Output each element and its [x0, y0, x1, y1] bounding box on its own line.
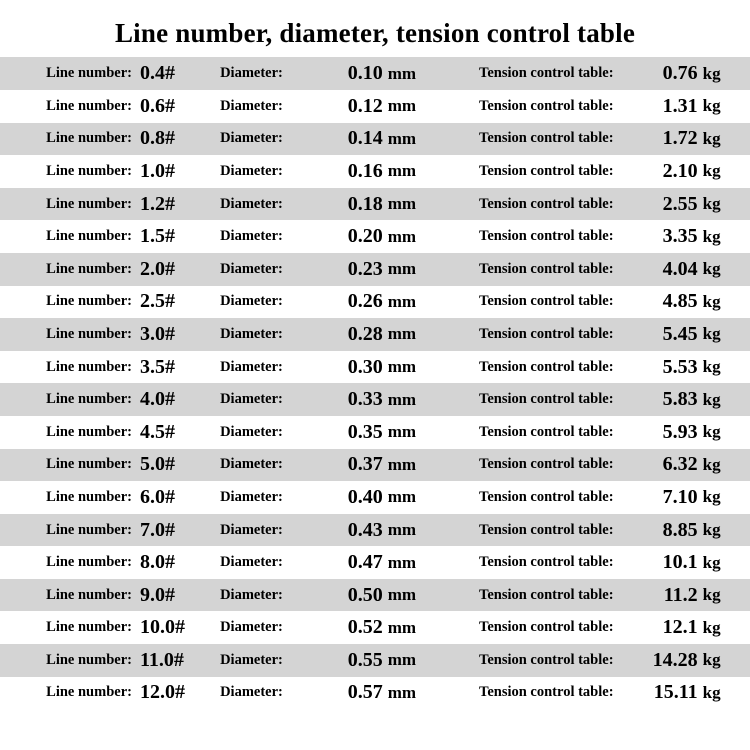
line-number-label: Line number: [46, 97, 132, 114]
table-row [0, 351, 750, 384]
tension-label: Tension control table: [478, 228, 614, 245]
table-row [0, 579, 750, 612]
line-number-label: Line number: [46, 586, 132, 603]
tension-unit: kg [702, 585, 721, 605]
tension-label: Tension control table: [478, 651, 614, 668]
line-number-label: Line number: [46, 228, 132, 245]
tension-value: 1.72 [662, 127, 698, 150]
diameter-label: Diameter: [220, 456, 283, 473]
tension-value: 1.31 [662, 94, 698, 117]
diameter-unit: mm [387, 617, 417, 637]
diameter-value: 0.57 [347, 681, 383, 704]
line-number-value: 1.0# [139, 159, 175, 182]
line-number-label: Line number: [46, 619, 132, 636]
diameter-value: 0.43 [347, 518, 383, 541]
diameter-unit: mm [387, 128, 417, 148]
line-number-value: 8.0# [139, 551, 175, 574]
table-row [0, 546, 750, 579]
diameter-label: Diameter: [220, 130, 283, 147]
tension-label: Tension control table: [478, 423, 614, 440]
line-number-value: 4.0# [139, 388, 175, 411]
line-number-label: Line number: [46, 130, 132, 147]
tension-label: Tension control table: [478, 586, 614, 603]
diameter-label: Diameter: [220, 260, 283, 277]
line-number-label: Line number: [46, 65, 132, 82]
diameter-label: Diameter: [220, 293, 283, 310]
tension-label: Tension control table: [478, 554, 614, 571]
diameter-label: Diameter: [220, 358, 283, 375]
line-number-label: Line number: [46, 651, 132, 668]
diameter-label: Diameter: [220, 97, 283, 114]
table-row [0, 677, 750, 710]
tension-unit: kg [702, 259, 721, 279]
diameter-value: 0.10 [347, 62, 383, 85]
tension-unit: kg [702, 520, 721, 539]
diameter-label: Diameter: [220, 619, 283, 636]
diameter-value: 0.20 [347, 225, 383, 248]
table-row [0, 286, 750, 319]
tension-label: Tension control table: [478, 162, 614, 179]
tension-label: Tension control table: [478, 521, 614, 538]
diameter-unit: mm [387, 552, 417, 572]
diameter-label: Diameter: [220, 521, 283, 538]
line-number-label: Line number: [46, 684, 132, 701]
line-number-label: Line number: [46, 423, 132, 440]
tension-value: 5.45 [662, 322, 698, 345]
tension-value: 6.32 [662, 453, 698, 476]
tension-unit: kg [702, 454, 721, 474]
diameter-unit: mm [387, 324, 417, 344]
line-number-value: 10.0# [139, 616, 185, 639]
line-number-value: 6.0# [139, 485, 175, 508]
diameter-unit: mm [387, 161, 417, 181]
tension-unit: kg [702, 552, 721, 572]
line-number-value: 2.0# [139, 257, 175, 280]
table-row [0, 416, 750, 449]
line-number-value: 11.0# [139, 648, 184, 671]
diameter-label: Diameter: [220, 228, 283, 245]
line-number-label: Line number: [46, 456, 132, 473]
diameter-label: Diameter: [220, 488, 283, 505]
tension-unit: kg [702, 389, 721, 409]
tension-value: 12.1 [662, 616, 698, 639]
tension-label: Tension control table: [478, 391, 614, 408]
line-number-label: Line number: [46, 325, 132, 342]
tension-label: Tension control table: [478, 456, 614, 473]
diameter-value: 0.52 [347, 616, 383, 639]
tension-value: 15.11 [653, 681, 698, 704]
diameter-label: Diameter: [220, 195, 283, 212]
tension-label: Tension control table: [478, 619, 614, 636]
line-number-label: Line number: [46, 391, 132, 408]
line-number-label: Line number: [46, 162, 132, 179]
line-number-value: 3.0# [139, 322, 175, 345]
tension-value: 8.85 [662, 518, 698, 541]
tension-unit: kg [702, 324, 721, 344]
line-number-label: Line number: [46, 260, 132, 277]
diameter-value: 0.16 [347, 159, 383, 182]
diameter-unit: mm [387, 650, 417, 670]
diameter-unit: mm [387, 63, 417, 83]
diameter-value: 0.18 [347, 192, 383, 215]
diameter-label: Diameter: [220, 423, 283, 440]
tension-unit: kg [702, 291, 721, 311]
tension-value: 14.28 [652, 648, 698, 671]
tension-unit: kg [702, 650, 721, 670]
table-row [0, 481, 750, 514]
diameter-value: 0.14 [347, 127, 383, 150]
diameter-value: 0.12 [347, 94, 383, 117]
diameter-label: Diameter: [220, 65, 283, 82]
tension-value: 2.10 [662, 159, 698, 182]
tension-label: Tension control table: [478, 65, 614, 82]
diameter-unit: mm [387, 454, 417, 474]
tension-value: 0.76 [662, 62, 698, 85]
diameter-value: 0.33 [347, 388, 383, 411]
line-number-value: 2.5# [139, 290, 175, 313]
table-row [0, 383, 750, 416]
diameter-label: Diameter: [220, 162, 283, 179]
diameter-value: 0.28 [347, 322, 383, 345]
diameter-unit: mm [387, 226, 417, 246]
diameter-value: 0.47 [347, 551, 383, 574]
line-number-value: 9.0# [139, 583, 175, 606]
table-row [0, 155, 750, 188]
line-number-value: 7.0# [139, 518, 175, 541]
tension-unit: kg [702, 422, 721, 442]
diameter-unit: mm [387, 389, 417, 409]
line-number-label: Line number: [46, 521, 132, 538]
table-row [0, 123, 750, 156]
line-number-label: Line number: [46, 554, 132, 571]
diameter-value: 0.50 [347, 583, 383, 606]
diameter-value: 0.35 [347, 420, 383, 443]
tension-value: 3.35 [662, 225, 698, 248]
diameter-label: Diameter: [220, 684, 283, 701]
tension-value: 5.53 [662, 355, 698, 378]
table-row [0, 514, 750, 547]
diameter-label: Diameter: [220, 325, 283, 342]
tension-label: Tension control table: [478, 260, 614, 277]
diameter-value: 0.23 [347, 257, 383, 280]
line-number-value: 3.5# [139, 355, 175, 378]
diameter-unit: mm [387, 422, 417, 442]
line-number-value: 1.5# [139, 225, 175, 248]
tension-unit: kg [702, 161, 721, 181]
diameter-label: Diameter: [220, 554, 283, 571]
tension-value: 7.10 [662, 485, 698, 508]
diameter-label: Diameter: [220, 391, 283, 408]
tension-label: Tension control table: [478, 684, 614, 701]
diameter-unit: mm [387, 96, 417, 116]
tension-unit: kg [702, 226, 721, 246]
table-row [0, 57, 750, 90]
line-number-label: Line number: [46, 488, 132, 505]
tension-value: 11.2 [663, 583, 698, 606]
line-number-label: Line number: [46, 195, 132, 212]
tension-value: 4.85 [662, 290, 698, 313]
diameter-unit: mm [387, 682, 417, 702]
table-row [0, 90, 750, 123]
tension-value: 4.04 [662, 257, 698, 280]
tension-label: Tension control table: [478, 488, 614, 505]
tension-unit: kg [702, 96, 721, 116]
diameter-label: Diameter: [220, 651, 283, 668]
tension-value: 5.93 [662, 420, 698, 443]
tension-label: Tension control table: [478, 195, 614, 212]
line-number-value: 12.0# [139, 681, 185, 704]
line-spec-table [0, 57, 750, 709]
tension-label: Tension control table: [478, 358, 614, 375]
line-number-value: 1.2# [139, 192, 175, 215]
tension-unit: kg [702, 357, 721, 377]
tension-label: Tension control table: [478, 130, 614, 147]
table-row [0, 449, 750, 482]
tension-value: 10.1 [662, 551, 698, 574]
line-number-value: 0.4# [139, 62, 175, 85]
tension-label: Tension control table: [478, 293, 614, 310]
line-number-label: Line number: [46, 293, 132, 310]
diameter-unit: mm [387, 194, 417, 214]
tension-value: 2.55 [662, 192, 698, 215]
table-row [0, 611, 750, 644]
table-row [0, 188, 750, 221]
diameter-unit: mm [387, 585, 417, 605]
line-number-value: 4.5# [139, 420, 175, 443]
tension-unit: kg [702, 682, 721, 702]
table-row [0, 644, 750, 677]
diameter-unit: mm [387, 291, 417, 311]
line-number-value: 5.0# [139, 453, 175, 476]
diameter-value: 0.37 [347, 453, 383, 476]
tension-unit: kg [702, 617, 721, 637]
tension-unit: kg [702, 63, 721, 83]
diameter-value: 0.30 [347, 355, 383, 378]
page-title: Line number, diameter, tension control table [114, 18, 636, 48]
diameter-value: 0.40 [347, 485, 383, 508]
table-row [0, 318, 750, 351]
tension-unit: kg [702, 487, 721, 507]
diameter-label: Diameter: [220, 586, 283, 603]
diameter-value: 0.55 [347, 648, 383, 671]
tension-label: Tension control table: [478, 325, 614, 342]
diameter-value: 0.26 [347, 290, 383, 313]
line-number-value: 0.8# [139, 127, 175, 150]
table-row [0, 220, 750, 253]
diameter-unit: mm [387, 520, 417, 539]
tension-unit: kg [702, 128, 721, 148]
tension-unit: kg [702, 194, 721, 214]
tension-value: 5.83 [662, 388, 698, 411]
line-number-label: Line number: [46, 358, 132, 375]
line-number-value: 0.6# [139, 94, 175, 117]
diameter-unit: mm [387, 259, 417, 279]
table-body [0, 57, 750, 709]
diameter-unit: mm [387, 487, 417, 507]
table-row [0, 253, 750, 286]
tension-label: Tension control table: [478, 97, 614, 114]
diameter-unit: mm [387, 357, 417, 377]
